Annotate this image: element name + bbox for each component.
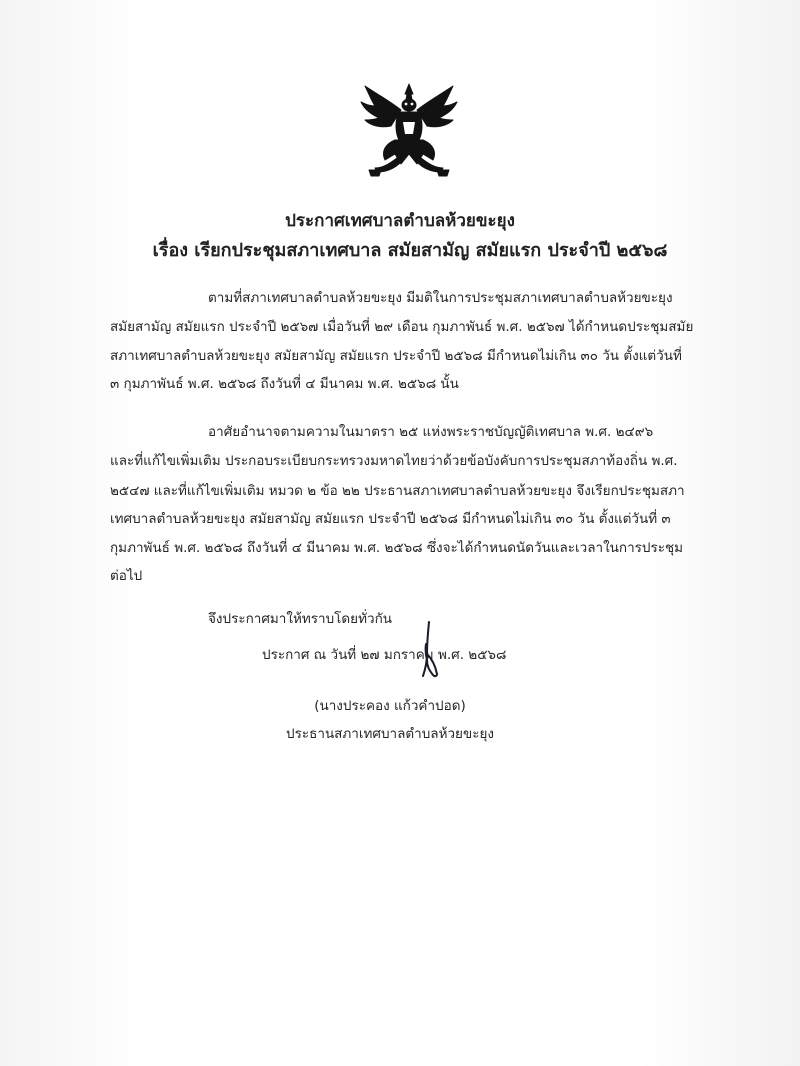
- paragraph1-line: สมัยสามัญ สมัยแรก ประจำปี ๒๕๖๗ เมื่อวันที่ ๒๙ เดือน กุมภาพันธ์ พ.ศ. ๒๕๖๗ ได้กำหนดประชุมสมัย: [110, 319, 694, 335]
- paragraph2-line: กุมภาพันธ์ พ.ศ. ๒๕๖๘ ถึงวันที่ ๔ มีนาคม พ.ศ. ๒๕๖๘ ซึ่งจะได้กำหนดนัดวันและเวลาในการประชุม: [110, 540, 684, 556]
- date-line: ประกาศ ณ วันที่ ๒๗ มกราคม พ.ศ. ๒๕๖๘: [262, 647, 507, 663]
- paragraph2-line: อาศัยอำนาจตามความในมาตรา ๒๕ แห่งพระราชบัญญัติเทศบาล พ.ศ. ๒๔๙๖: [208, 424, 654, 440]
- paragraph1-line: ตามที่สภาเทศบาลตำบลห้วยขะยุง มีมติในการประชุมสภาเทศบาลตำบลห้วยขะยุง: [208, 290, 673, 306]
- signer-title: ประธานสภาเทศบาลตำบลห้วยขะยุง: [286, 726, 494, 742]
- paragraph2-line: ต่อไป: [110, 568, 143, 584]
- handwritten-signature-icon: [415, 620, 443, 678]
- announce-line: จึงประกาศมาให้ทราบโดยทั่วกัน: [208, 611, 392, 627]
- garuda-emblem-icon: [355, 80, 463, 180]
- paragraph2-line: เทศบาลตำบลห้วยขะยุง สมัยสามัญ สมัยแรก ประจำปี ๒๕๖๘ มีกำหนดไม่เกิน ๓๐ วัน ตั้งแต่วันที่ ๓: [110, 511, 671, 527]
- announcement-title: ประกาศเทศบาลตำบลห้วยขะยุง: [285, 211, 515, 231]
- signer-name: (นางประคอง แก้วคำปอด): [314, 698, 466, 714]
- paragraph1-line: สภาเทศบาลตำบลห้วยขะยุง สมัยสามัญ สมัยแรก ประจำปี ๒๕๖๘ มีกำหนดไม่เกิน ๓๐ วัน ตั้งแต่วันที่: [110, 348, 682, 364]
- announcement-subject: เรื่อง เรียกประชุมสภาเทศบาล สมัยสามัญ สมัยแรก ประจำปี ๒๕๖๘: [152, 240, 668, 261]
- paragraph2-line: ๒๕๔๗ และที่แก้ไขเพิ่มเติม หมวด ๒ ข้อ ๒๒ ประธานสภาเทศบาลตำบลห้วยขะยุง จึงเรียกประชุมสภา: [110, 483, 685, 499]
- paragraph1-line: ๓ กุมภาพันธ์ พ.ศ. ๒๕๖๘ ถึงวันที่ ๔ มีนาคม พ.ศ. ๒๕๖๘ นั้น: [110, 376, 459, 392]
- paragraph2-line: และที่แก้ไขเพิ่มเติม ประกอบระเบียบกระทรวงมหาดไทยว่าด้วยข้อบังคับการประชุมสภาท้องถิ่น พ.ศ.: [110, 453, 678, 469]
